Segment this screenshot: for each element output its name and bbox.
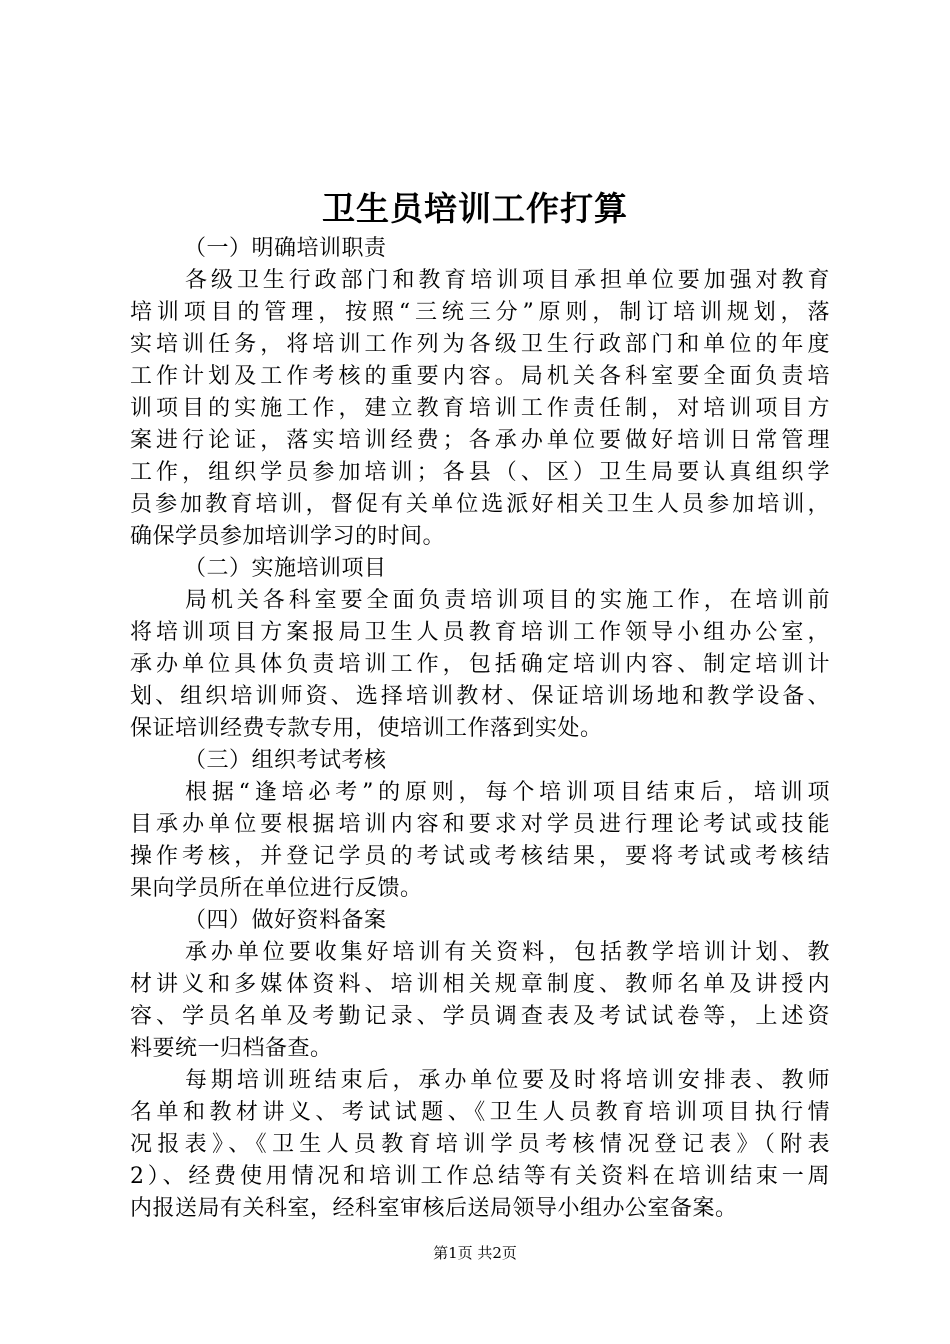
paragraph-line: 实培训任务，将培训工作列为各级卫生行政部门和单位的年度	[130, 332, 830, 357]
paragraph-line: 保证培训经费专款专用，使培训工作落到实处。	[130, 716, 603, 741]
paragraph-line: 承办单位具体负责培训工作，包括确定培训内容、制定培训计	[130, 652, 830, 677]
paragraph-line: 操作考核，并登记学员的考试或考核结果，要将考试或考核结	[130, 844, 830, 869]
paragraph-line: 材讲义和多媒体资料、培训相关规章制度、教师名单及讲授内	[130, 972, 830, 997]
paragraph-line: 培训项目的管理，按照“三统三分”原则，制订培训规划，落	[130, 300, 830, 325]
section-heading: （二）实施培训项目	[184, 556, 387, 581]
paragraph-line: 2）、经费使用情况和培训工作总结等有关资料在培训结束一周	[130, 1164, 830, 1189]
paragraph-line: 目承办单位要根据培训内容和要求对学员进行理论考试或技能	[130, 812, 830, 837]
document-title: 卫生员培训工作打算	[322, 189, 628, 228]
paragraph-line: 局机关各科室要全面负责培训项目的实施工作，在培训前	[185, 588, 830, 613]
paragraph-line: 确保学员参加培训学习的时间。	[130, 524, 446, 549]
paragraph-line: 将培训项目方案报局卫生人员教育培训工作领导小组办公室，	[130, 620, 830, 645]
document-body	[130, 233, 830, 1225]
paragraph-line: 工作，组织学员参加培训；各县（、区）卫生局要认真组织学	[130, 460, 830, 485]
page-footer: 第1页 共2页	[433, 1244, 517, 1262]
paragraph-line: 果向学员所在单位进行反馈。	[130, 876, 423, 901]
section-heading: （四）做好资料备案	[184, 908, 387, 933]
paragraph-line: 员参加教育培训，督促有关单位选派好相关卫生人员参加培训，	[130, 492, 830, 517]
paragraph-line: 况报表》、《卫生人员教育培训学员考核情况登记表》（附表	[130, 1132, 830, 1157]
paragraph-line: 名单和教材讲义、考试试题、《卫生人员教育培训项目执行情	[130, 1100, 830, 1125]
paragraph-line: 划、组织培训师资、选择培训教材、保证培训场地和教学设备、	[130, 684, 830, 709]
paragraph-line: 每期培训班结束后，承办单位要及时将培训安排表、教师	[185, 1068, 830, 1093]
paragraph-line: 料要统一归档备查。	[130, 1036, 333, 1061]
paragraph-line: 案进行论证，落实培训经费；各承办单位要做好培训日常管理	[130, 428, 830, 453]
paragraph-line: 承办单位要收集好培训有关资料，包括教学培训计划、教	[185, 940, 830, 965]
paragraph-line: 各级卫生行政部门和教育培训项目承担单位要加强对教育	[185, 268, 830, 293]
paragraph-line: 工作计划及工作考核的重要内容。局机关各科室要全面负责培	[130, 364, 830, 389]
paragraph-line: 容、学员名单及考勤记录、学员调查表及考试试卷等，上述资	[130, 1004, 830, 1029]
section-heading: （三）组织考试考核	[184, 748, 387, 773]
paragraph-line: 训项目的实施工作，建立教育培训工作责任制，对培训项目方	[130, 396, 830, 421]
section-heading: （一）明确培训职责	[184, 236, 387, 261]
paragraph-line: 内报送局有关科室，经科室审核后送局领导小组办公室备案。	[130, 1196, 738, 1221]
paragraph-line: 根据“逢培必考”的原则，每个培训项目结束后，培训项	[185, 780, 830, 805]
